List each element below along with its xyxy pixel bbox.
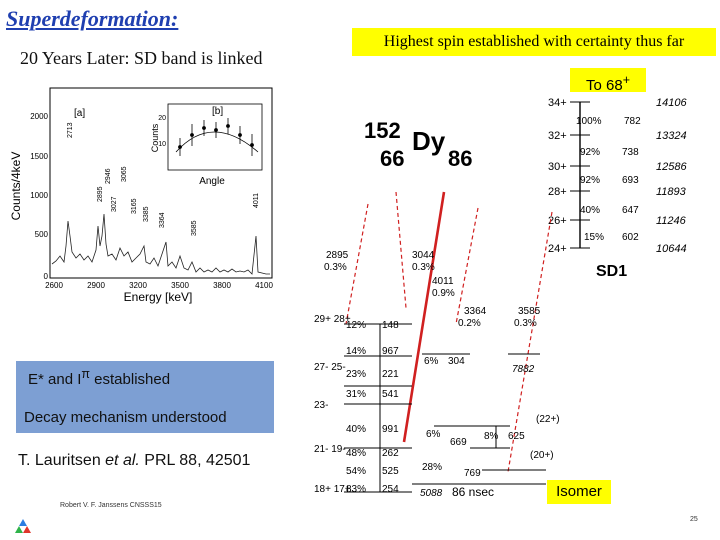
gamma-spectrum-figure	[8, 86, 300, 308]
highest-spin-banner: Highest spin established with certainty thus far	[352, 28, 716, 56]
y-tick: 1500	[30, 152, 48, 161]
low-gamma-energy: 148	[382, 320, 399, 331]
low-level-spin: 18+ 17+	[314, 484, 351, 495]
box-line1-pre: E* and I	[28, 371, 82, 388]
low-gamma-pct: 12%	[346, 320, 367, 331]
low-level-spin: 23-	[314, 400, 329, 411]
low-gamma-pct: 14%	[346, 346, 367, 357]
sd-level	[548, 186, 687, 198]
box-line-energy-spin	[28, 367, 170, 388]
svg-text:28+: 28+	[548, 186, 567, 198]
nucleus-z: 66	[380, 146, 405, 171]
sd-gamma-pct: 92%	[580, 147, 601, 158]
link-pct: 0.3%	[324, 262, 347, 273]
angle-inset	[150, 104, 262, 187]
sd-gamma-pct: 92%	[580, 175, 601, 186]
low-gamma-energy: 991	[382, 424, 399, 435]
x-tick: 3500	[171, 281, 189, 290]
sd-gamma-pct: 40%	[580, 205, 601, 216]
svg-text:30+: 30+	[548, 161, 567, 173]
svg-text:12586: 12586	[656, 161, 687, 173]
band-label: SD1	[596, 263, 628, 280]
svg-text:10644: 10644	[656, 243, 687, 255]
nucleus-symbol: Dy	[412, 126, 446, 156]
peak-label: 2713	[67, 122, 74, 138]
panel-b-label: [b]	[212, 106, 224, 117]
x-tick: 4100	[255, 281, 273, 290]
isomer-label: Isomer	[547, 480, 611, 504]
linking-transitions	[346, 192, 552, 472]
svg-text:34+: 34+	[548, 97, 567, 109]
box-line-decay: Decay mechanism understood	[24, 409, 227, 426]
link-energy: 2895	[326, 250, 349, 261]
svg-text:14106: 14106	[656, 97, 687, 109]
low-level-spin: 21- 19-	[314, 444, 346, 455]
sd-level	[548, 243, 687, 255]
peak-label: 4011	[253, 192, 260, 208]
svg-text:11893: 11893	[656, 186, 686, 198]
side-gamma-energy: 669	[450, 437, 467, 448]
link-pct: 0.3%	[412, 262, 435, 273]
link-energy: 3364	[464, 306, 487, 317]
link-energy: 4011	[432, 276, 454, 287]
y-tick: 500	[34, 230, 48, 239]
x-tick: 3200	[129, 281, 147, 290]
low-gamma-pct: 83%	[346, 484, 367, 495]
sd-gamma-energy: 782	[624, 116, 641, 127]
sd-level	[548, 130, 687, 142]
y-tick: 1000	[30, 191, 48, 200]
spectrum-xlabel: Energy [keV]	[123, 290, 193, 304]
panel-a-label: [a]	[74, 108, 86, 119]
peak-label: 3385	[143, 206, 150, 222]
low-level-spin: 29+ 28+	[314, 314, 351, 325]
low-gamma-pct: 31%	[346, 389, 367, 400]
side-level-spin: (20+)	[530, 450, 554, 461]
isomer-level-energy: 5088	[420, 488, 443, 499]
svg-text:11246: 11246	[656, 215, 686, 227]
link-energy: 3044	[412, 250, 435, 261]
peak-label: 3065	[121, 166, 128, 182]
sd-gamma-energy: 693	[622, 175, 639, 186]
nucleus-label	[364, 118, 472, 171]
sd-gamma-energy: 647	[622, 205, 639, 216]
low-gamma-pct: 23%	[346, 369, 367, 380]
sd-gamma-energy: 602	[622, 232, 639, 243]
x-tick: 2900	[87, 281, 105, 290]
low-gamma-pct: 40%	[346, 424, 367, 435]
to-spin-sup: +	[622, 73, 630, 87]
low-gamma-pct: 48%	[346, 448, 367, 459]
inset-ylabel: Counts	[150, 123, 160, 153]
peak-label: 3585	[191, 220, 198, 236]
inset-y-tick: 10	[158, 141, 166, 148]
reference	[18, 452, 250, 470]
sd-level	[548, 215, 687, 227]
low-gamma-energy: 525	[382, 466, 399, 477]
svg-text:26+: 26+	[548, 215, 567, 227]
svg-text:24+: 24+	[548, 243, 567, 255]
low-gamma-energy: 221	[382, 369, 399, 380]
low-level-spin: 27- 25-	[314, 362, 346, 373]
sd-level	[548, 161, 687, 173]
inset-y-tick: 20	[158, 115, 166, 122]
isomer-halflife: 86 nsec	[452, 485, 495, 499]
link-pct: 0.9%	[432, 288, 455, 299]
low-gamma-pct: 54%	[346, 466, 367, 477]
footer-author: Robert V. F. Janssens CNSSS15	[60, 502, 162, 509]
svg-text:13324: 13324	[656, 130, 687, 142]
nucleus-n: 86	[448, 146, 473, 171]
side-gamma-energy: 769	[464, 468, 481, 479]
low-gamma-energy: 541	[382, 389, 399, 400]
link-pct: 0.3%	[514, 318, 537, 329]
reference-journal: PRL 88, 42501	[139, 452, 251, 469]
side-gamma-pct: 28%	[422, 462, 443, 473]
x-tick: 3800	[213, 281, 231, 290]
side-level-energy: 7882	[512, 364, 535, 375]
sd-band	[548, 97, 687, 280]
sd-gamma-energy: 738	[622, 147, 639, 158]
x-tick: 2600	[45, 281, 63, 290]
side-gamma-energy: 625	[508, 431, 525, 442]
link-energy: 3585	[518, 306, 541, 317]
sd-gamma-pct: 15%	[584, 232, 605, 243]
peak-label: 3364	[159, 212, 166, 228]
low-gamma-energy: 254	[382, 484, 399, 495]
box-line1-sup: π	[81, 367, 90, 381]
low-gamma-energy: 967	[382, 346, 399, 357]
argonne-logo-icon	[14, 518, 32, 534]
peak-label: 3027	[111, 196, 118, 212]
low-gamma-energy: 262	[382, 448, 399, 459]
svg-text:32+: 32+	[548, 130, 567, 142]
page-number: 25	[690, 516, 698, 523]
link-line	[396, 192, 406, 308]
level-scheme	[300, 92, 712, 504]
summary-box	[16, 361, 274, 433]
side-gamma-energy: 304	[448, 356, 465, 367]
y-tick: 0	[43, 272, 48, 281]
inset-xlabel: Angle	[199, 176, 225, 187]
nucleus-mass: 152	[364, 118, 401, 143]
peak-label: 2946	[105, 168, 112, 184]
side-gamma-pct: 6%	[424, 356, 439, 367]
link-pct: 0.2%	[458, 318, 481, 329]
link-line	[346, 204, 368, 324]
sd-level	[548, 97, 687, 109]
slide-subtitle: 20 Years Later: SD band is linked	[20, 48, 263, 68]
peak-label: 3165	[131, 198, 138, 214]
peak-label: 2895	[97, 186, 104, 202]
side-level-spin: (22+)	[536, 414, 560, 425]
y-tick: 2000	[30, 112, 48, 121]
sd-gamma-pct: 100%	[576, 116, 602, 127]
reference-authors: T. Lauritsen	[18, 452, 106, 469]
reference-etal: et al.	[105, 452, 140, 469]
to-spin-text: To 68	[585, 77, 623, 94]
side-gamma-pct: 8%	[484, 431, 499, 442]
box-line1-post: established	[90, 371, 171, 388]
slide-title: Superdeformation:	[6, 6, 179, 31]
side-gamma-pct: 6%	[426, 429, 441, 440]
to-spin-label	[570, 68, 646, 92]
spectrum-ylabel: Counts/4keV	[9, 151, 23, 221]
